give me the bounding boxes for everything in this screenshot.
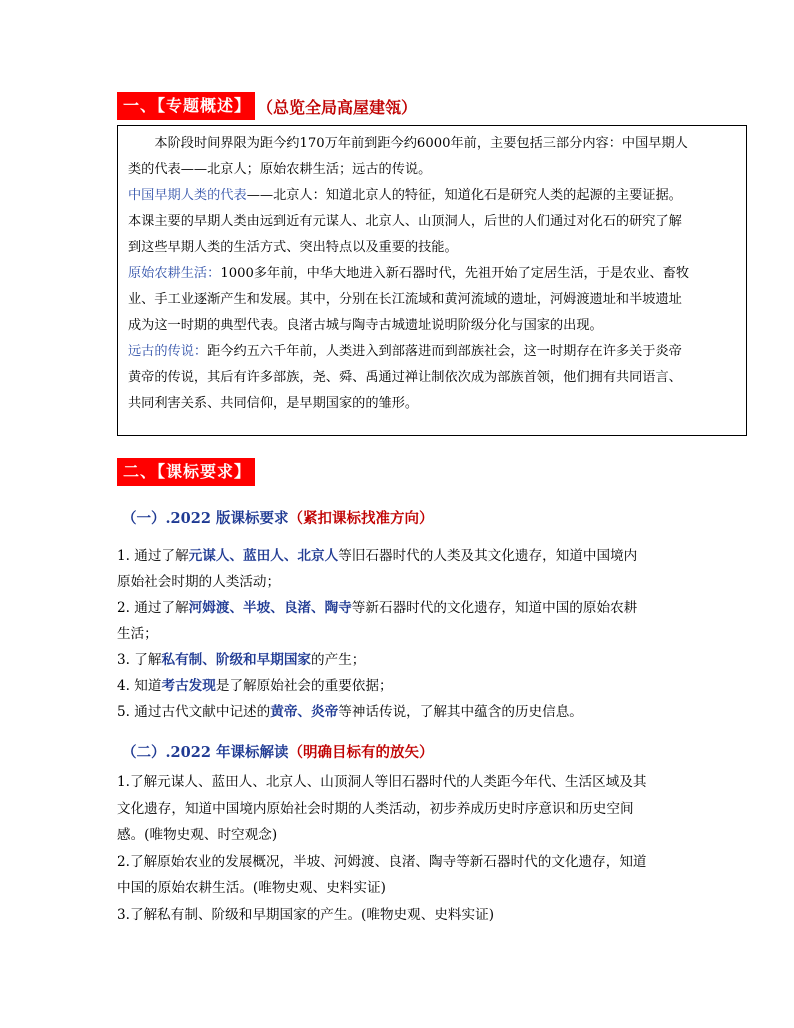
section-heading-curriculum <box>117 458 255 486</box>
keyword: 元谋人 <box>188 548 230 564</box>
keyword: 炎帝 <box>311 704 339 720</box>
text-line: 1.了解元谋人、蓝田人、北京人、山顶洞人等旧石器时代的人类距今年代、生活区域及其 <box>117 774 647 790</box>
overview-box <box>117 125 747 436</box>
section-heading-overview <box>117 92 417 120</box>
section-heading-band <box>117 458 255 486</box>
section-title: 【课标要求】 <box>157 462 252 481</box>
list-item <box>117 595 757 647</box>
text-line: 2.了解原始农业的发展概况，半坡、河姆渡、良渚、陶寺等新石器时代的文化遗存，知道 <box>117 853 647 870</box>
subheading-text: （二）.2022 年课标解读 <box>122 744 289 761</box>
section-heading-band <box>117 92 255 120</box>
subheading-text: （一）.2022 版课标要求 <box>122 510 289 527</box>
keyword-separator: 、 <box>229 548 244 564</box>
list-item <box>117 543 757 595</box>
keyword: 私有制、阶级和早期国家 <box>161 652 312 668</box>
text-line: 到这些早期人类的生活方式、突出特点以及重要的技能。 <box>128 240 458 255</box>
text-run: 1. 通过了解 <box>117 548 189 564</box>
text-line: 本课主要的早期人类由远到近有元谋人、北京人、山顶洞人，后世的人们通过对化石的研究了解 <box>128 214 682 229</box>
keyword-separator: 、 <box>297 704 312 720</box>
keyword: 蓝田人 <box>243 548 284 564</box>
subheading-note: （紧扣课标找准方向） <box>288 510 434 527</box>
keyword-separator: 、 <box>270 600 284 616</box>
text-run: 等神话传说，了解其中蕴含的历史信息。 <box>338 704 583 720</box>
text-run: 等新石器时代的文化遗存，知道中国的原始农耕 <box>351 600 638 616</box>
text-run: 生活； <box>117 626 158 642</box>
section-subtitle: （总览全局高屋建瓴） <box>257 97 418 117</box>
subheading-requirements <box>122 507 433 528</box>
text-line: 3.了解私有制、阶级和早期国家的产生。(唯物史观、史料实证) <box>117 906 495 923</box>
section-number: 二、 <box>123 462 158 481</box>
text-line: 感。(唯物史观、时空观念) <box>117 827 278 843</box>
interpretation-list <box>117 769 757 928</box>
list-item <box>117 699 757 725</box>
keyword-separator: 、 <box>283 548 298 564</box>
list-item <box>117 647 757 673</box>
text-run: 的产生； <box>311 652 366 668</box>
overview-paragraph-farming <box>128 261 738 339</box>
keyword: 黄帝 <box>270 704 298 720</box>
keyword: 河姆渡 <box>188 600 230 616</box>
keyword: 陶寺 <box>324 600 352 616</box>
text-line: 文化遗存，知道中国境内原始社会时期的人类活动，初步养成历史时序意识和历史空间 <box>117 800 634 817</box>
overview-paragraph-legends <box>128 339 738 417</box>
keyword-separator: 、 <box>311 600 325 616</box>
paragraph-label: 远古的传说： <box>128 344 208 359</box>
text-line: 黄帝的传说，其后有许多部族，尧、舜、禹通过禅让制依次成为部族首领，他们拥有共同语言、 <box>128 370 682 385</box>
text-line: 距今约五六千年前，人类进入到部落进而到部族社会，这一时期存在许多关于炎帝 <box>207 344 682 359</box>
overview-paragraph-early-humans <box>128 183 738 261</box>
keyword: 良渚 <box>283 600 312 616</box>
keyword: 半坡 <box>243 600 271 616</box>
text-run: 原始社会时期的人类活动； <box>117 574 281 590</box>
paragraph-label: 原始农耕生活： <box>128 266 221 281</box>
text-line: 中国的原始农耕生活。(唯物史观、史料实证) <box>117 880 386 896</box>
requirements-list <box>117 543 757 725</box>
text-run: 2. 通过了解 <box>117 600 189 616</box>
text-run: 5. 通过古代文献中记述的 <box>117 704 271 720</box>
text-run: 4. 知道 <box>117 678 162 694</box>
keyword-separator: 、 <box>229 600 244 616</box>
list-item <box>117 673 757 699</box>
subheading-interpretation <box>122 741 433 762</box>
keyword: 考古发现 <box>161 678 216 694</box>
section-title: 【专题概述】 <box>157 96 252 115</box>
text-line: 类的代表——北京人；原始农耕生活；远古的传说。 <box>128 162 432 177</box>
overview-intro <box>128 131 738 183</box>
text-line: 本阶段时间界限为距今约170万年前到距今约6000年前，主要包括三部分内容：中国早期人 <box>154 136 688 151</box>
text-run: 是了解原始社会的重要依据； <box>215 678 393 694</box>
text-line: 1000多年前，中华大地进入新石器时代，先祖开始了定居生活，于是农业、畜牧 <box>220 266 690 281</box>
keyword: 北京人 <box>297 548 339 564</box>
text-line: 业、手工业逐渐产生和发展。其中，分别在长江流域和黄河流域的遗址，河姆渡遗址和半坡遗址 <box>128 292 682 307</box>
text-line: ——北京人：知道北京人的特征，知道化石是研究人类的起源的主要证据。 <box>246 188 682 203</box>
subheading-note: （明确目标有的放矢） <box>288 744 434 761</box>
section-number: 一、 <box>123 96 158 115</box>
text-line: 共同利害关系、共同信仰，是早期国家的的雏形。 <box>128 396 419 411</box>
text-line: 成为这一时期的典型代表。良渚古城与陶寺古城遗址说明阶级分化与国家的出现。 <box>128 318 603 333</box>
text-run: 3. 了解 <box>117 652 162 668</box>
paragraph-label: 中国早期人类的代表 <box>128 188 247 203</box>
text-run: 等旧石器时代的人类及其文化遗存，知道中国境内 <box>338 548 638 564</box>
